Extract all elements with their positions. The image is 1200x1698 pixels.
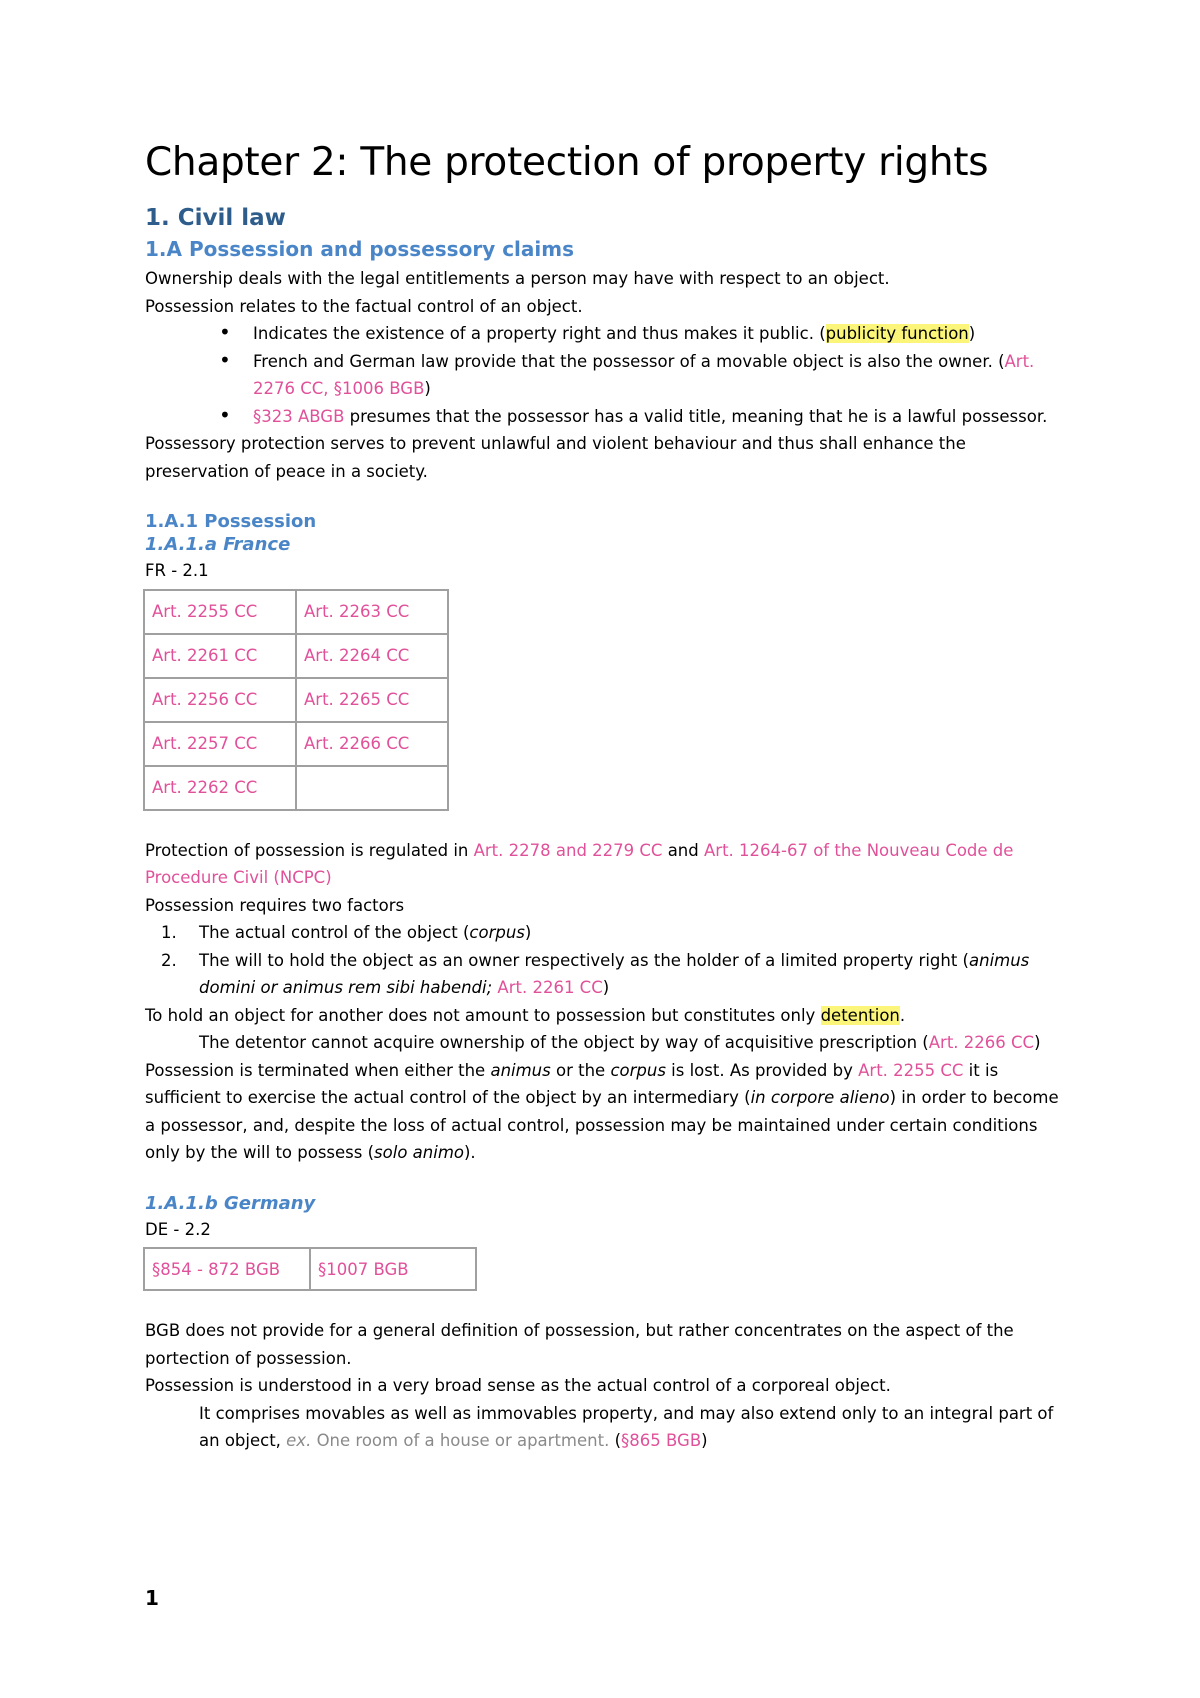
page-title: Chapter 2: The protection of property rights: [145, 140, 989, 185]
section-heading-germany: 1.A.1.b Germany: [145, 1192, 316, 1214]
list-item: 2. The will to hold the object as an owner respectively as the holder of a limited property right (animus domini or animus rem sibi habendi; Art. 2261 CC): [161, 950, 1030, 997]
legal-reference: Art. 2278 and 2279 CC: [473, 840, 663, 860]
legal-reference: Art. 2255 CC: [858, 1060, 964, 1080]
paragraph-ownership: Ownership deals with the legal entitlements a person may have with respect to an object.: [145, 269, 890, 288]
numbered-list: [145, 919, 1065, 1002]
legal-reference: Art. 2266 CC: [928, 1033, 1035, 1052]
bullet-item: • Indicates the existence of a property right and thus makes it public. (publicity function): [253, 320, 1065, 348]
de-article-table: [143, 1247, 477, 1291]
highlight-publicity-function: publicity function: [825, 324, 969, 343]
fr-label: FR - 2.1: [145, 561, 209, 580]
table-cell: Art. 2266 CC: [296, 722, 448, 766]
table-row: [144, 678, 448, 722]
legal-reference: Art. 2261 CC: [492, 978, 603, 997]
paragraph-possession: Possession relates to the factual control of an object.: [145, 296, 583, 316]
section-heading-france: 1.A.1.a France: [145, 534, 291, 555]
list-item: 1. The actual control of the object (corpus): [161, 923, 532, 942]
paragraph-termination: Possession is terminated when either the animus or the corpus is lost. As provided by Art. 2255 CC it is sufficient to exercise the actual control of the object by an intermediary (in corpore alieno) in order to become a possessor, and, despite the loss of actual control, possession may be maintained under certain conditions only by the will to possess (solo animo).: [145, 1060, 1059, 1162]
table-cell: Art. 2256 CC: [144, 678, 296, 722]
page-number: 1: [145, 1586, 159, 1610]
table-cell: Art. 2262 CC: [144, 766, 296, 810]
table-cell: §1007 BGB: [310, 1248, 476, 1290]
table-cell: Art. 2264 CC: [296, 634, 448, 678]
section-heading-possession: 1.A.1 Possession: [145, 511, 317, 532]
bullet-item: • §323 ABGB presumes that the possessor has a valid title, meaning that he is a lawful possessor.: [253, 403, 1065, 431]
legal-reference: §323 ABGB: [253, 406, 345, 426]
paragraph-movables: It comprises movables as well as immovables property, and may also extend only to an integral part of an object, ex. One room of a house or apartment. (§865 BGB): [199, 1403, 1054, 1450]
legal-reference: Art. 1264-67 of the Nouveau Code de Procedure Civil (NCPC): [145, 840, 1014, 887]
table-cell: Art. 2263 CC: [296, 590, 448, 634]
paragraph-detention: To hold an object for another does not amount to possession but constitutes only detention.: [145, 1005, 906, 1025]
table-cell: Art. 2255 CC: [144, 590, 296, 634]
table-cell: §854 - 872 BGB: [144, 1248, 310, 1290]
example-text: One room of a house or apartment.: [311, 1431, 615, 1450]
paragraph-protection-regulated: Protection of possession is regulated in Art. 2278 and 2279 CC and Art. 1264-67 of the Nouveau Code de Procedure Civil (NCPC): [145, 840, 1014, 887]
table-row: [144, 634, 448, 678]
paragraph-broad-sense: Possession is understood in a very broad sense as the actual control of a corporeal object.: [145, 1376, 891, 1395]
paragraph-two-factors: Possession requires two factors: [145, 895, 405, 915]
bullet-list: [145, 320, 1065, 430]
section-heading-civil-law: 1. Civil law: [145, 205, 286, 231]
table-row: [144, 1248, 476, 1290]
paragraph-detentor: The detentor cannot acquire ownership of the object by way of acquisitive prescription (Art. 2266 CC): [199, 1033, 1041, 1052]
table-row: [144, 766, 448, 810]
paragraph-bgb-definition: BGB does not provide for a general definition of possession, but rather concentrates on the aspect of the portection of possession.: [145, 1321, 1014, 1368]
table-row: [144, 590, 448, 634]
legal-reference: Art. 2276 CC, §1006 BGB: [253, 351, 1035, 398]
document-page: [145, 140, 1065, 1455]
table-cell: Art. 2261 CC: [144, 634, 296, 678]
table-cell: [296, 766, 448, 810]
paragraph-possessory-protection: Possessory protection serves to prevent unlawful and violent behaviour and thus shall enhance the preservation of peace in a society.: [145, 434, 966, 481]
section-heading-possession-claims: 1.A Possession and possessory claims: [145, 237, 574, 261]
fr-article-table: [143, 589, 449, 811]
table-cell: Art. 2265 CC: [296, 678, 448, 722]
highlight-detention: detention: [820, 1005, 900, 1025]
legal-reference: §865 BGB: [621, 1431, 702, 1450]
bullet-item: • French and German law provide that the possessor of a movable object is also the owner. (Art. 2276 CC, §1006 BGB): [253, 348, 1065, 403]
de-label: DE - 2.2: [145, 1219, 211, 1239]
table-cell: Art. 2257 CC: [144, 722, 296, 766]
table-row: [144, 722, 448, 766]
